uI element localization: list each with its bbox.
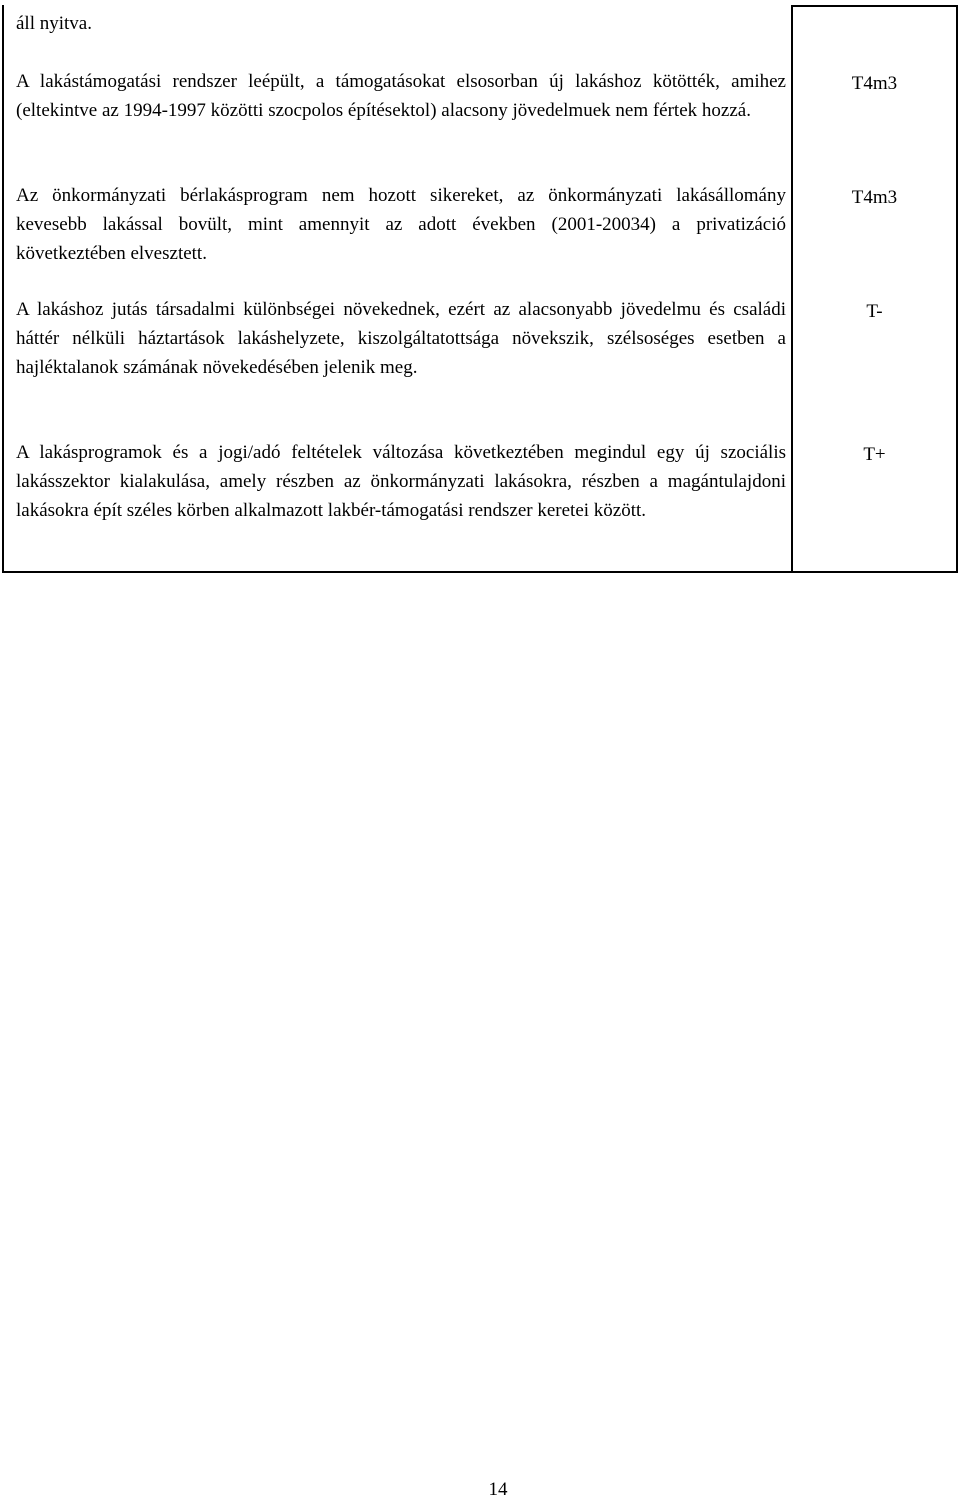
rating-column [793,5,956,571]
rating-code: T4m3 [851,73,898,94]
assessment-table [2,5,958,573]
statement-paragraph: A lakástámogatási rendszer leépült, a támogatásokat elsosorban új lakáshoz kötötték, amihez (eltekintve az 1994-1997 közötti szocpolos építésektol) alacsony jövedelmuek nem fértek hozzá. [16,71,786,121]
statement-paragraph: A lakáshoz jutás társadalmi különbségei növekednek, ezért az alacsonyabb jövedelmu és családi háttér nélküli háztartások lakáshelyzete, kiszolgáltatottsága növekszik, szélsoséges esetben a hajléktalanok számának növekedésében jelenik meg. [16,299,786,378]
statement-column [4,5,793,571]
statement-paragraph: A lakásprogramok és a jogi/adó feltételek változása következtében megindul egy új szociális lakásszektor kialakulása, amely részben az önkormányzati lakásokra, részben a magántulajdoni lakásokra épít széles körben alkalmazott lakbér-támogatási rendszer keretei között. [16,442,786,521]
rating-code: T4m3 [851,187,898,208]
statement-paragraph: Az önkormányzati bérlakásprogram nem hozott sikereket, az önkormányzati lakásállomány kevesebb lakással bovült, mint amennyit az adott években (2001-20034) a privatizáció következtében elvesztett. [16,185,786,264]
page-number: 14 [488,1479,508,1500]
statement-paragraph: áll nyitva. [16,13,92,34]
rating-code: T+ [863,444,886,465]
rating-code: T- [866,301,883,322]
